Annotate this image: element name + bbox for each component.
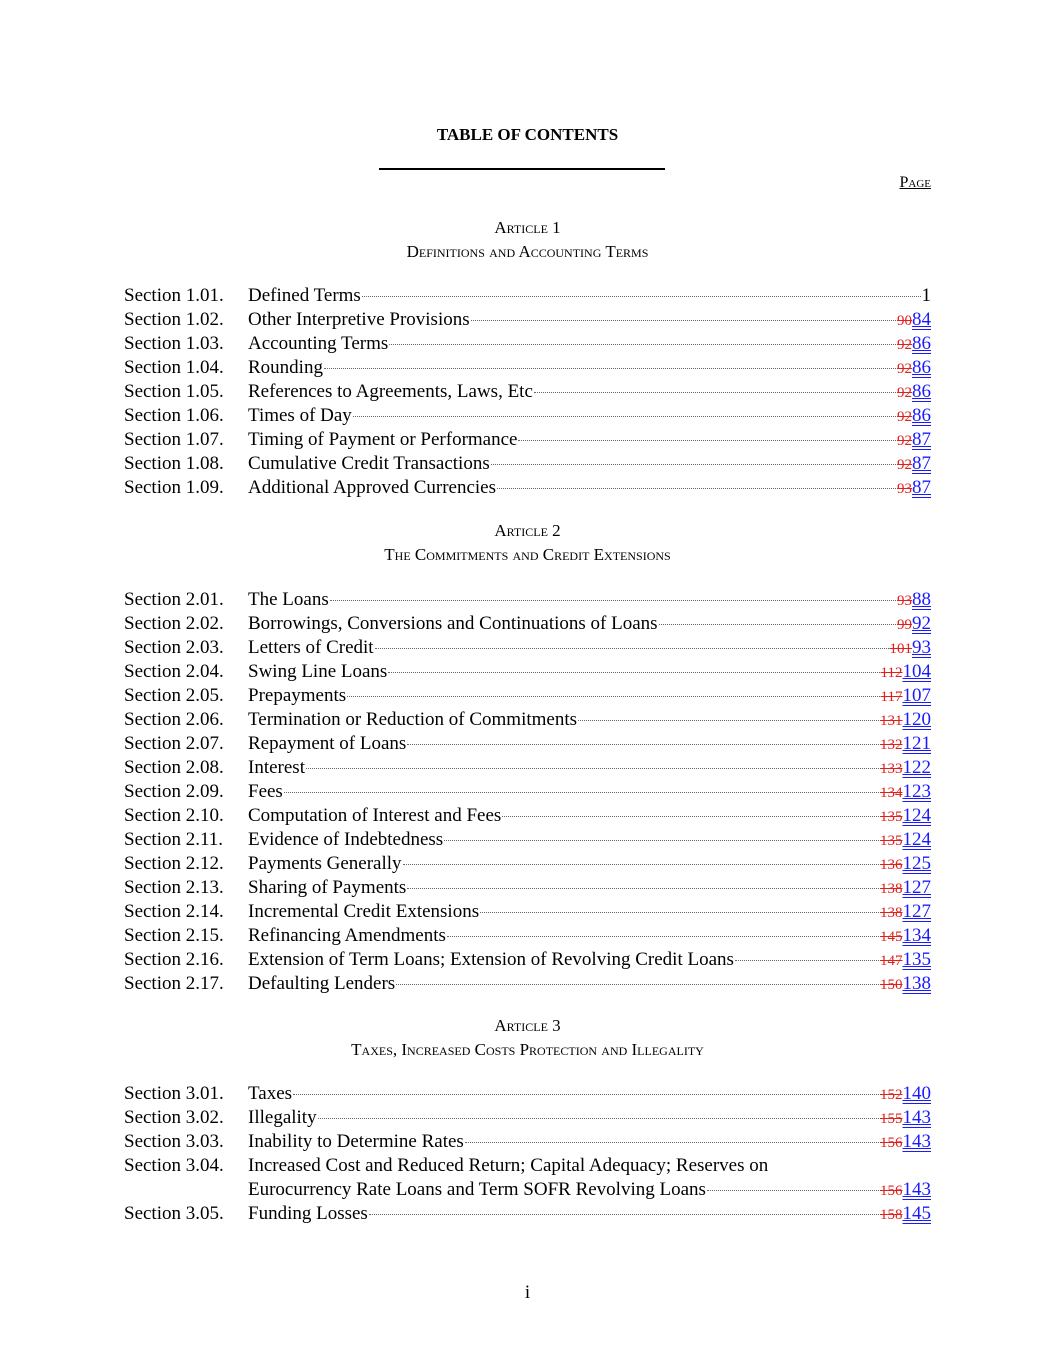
section-title: References to Agreements, Laws, Etc — [248, 381, 533, 402]
page-reference — [880, 876, 931, 901]
toc-entry[interactable] — [124, 404, 931, 428]
page-reference — [880, 948, 931, 973]
inserted-page-number[interactable]: 86 — [912, 333, 931, 354]
section-number: Section 2.14. — [124, 901, 224, 922]
inserted-page-number[interactable]: 124 — [902, 829, 931, 850]
page-reference — [897, 476, 931, 501]
inserted-page-number[interactable]: 87 — [912, 453, 931, 474]
deleted-page-number: 136 — [880, 857, 903, 873]
deleted-page-number: 152 — [880, 1087, 903, 1103]
page-reference — [897, 612, 931, 637]
inserted-page-number[interactable]: 104 — [902, 661, 931, 682]
dot-leader — [465, 1142, 879, 1143]
section-number: Section 1.05. — [124, 381, 224, 402]
inserted-page-number[interactable]: 143 — [902, 1131, 931, 1152]
section-title: Illegality — [248, 1107, 317, 1128]
toc-entry[interactable] — [124, 284, 931, 308]
dot-leader — [369, 1214, 879, 1215]
section-title: Defaulting Lenders — [248, 973, 396, 994]
dot-leader — [403, 864, 879, 865]
inserted-page-number[interactable]: 107 — [902, 685, 931, 706]
page-reference — [880, 804, 931, 829]
toc-entry[interactable] — [124, 708, 931, 732]
section-title: Rounding — [248, 357, 323, 378]
section-title: The Loans — [248, 589, 329, 610]
toc-entry[interactable] — [124, 356, 931, 380]
dot-leader — [407, 744, 879, 745]
section-title: Incremental Credit Extensions — [248, 901, 480, 922]
dot-leader — [707, 1190, 879, 1191]
dot-leader — [659, 624, 896, 625]
article-subtitle: Taxes, Increased Costs Protection and Illegality — [351, 1040, 704, 1059]
page-reference — [880, 1202, 931, 1227]
section-number: Section 2.02. — [124, 613, 224, 634]
article-label: Article 3 — [494, 1016, 561, 1035]
section-title: Evidence of Indebtedness — [248, 829, 444, 850]
article-subtitle: Definitions and Accounting Terms — [406, 242, 649, 261]
dot-leader — [389, 344, 896, 345]
page-reference — [897, 308, 931, 333]
page-reference — [880, 852, 931, 877]
page-reference — [880, 708, 931, 733]
section-title: Interest — [248, 757, 305, 778]
section-number: Section 3.02. — [124, 1107, 224, 1128]
inserted-page-number[interactable]: 88 — [912, 589, 931, 610]
toc-entry[interactable] — [124, 476, 931, 500]
section-title: Other Interpretive Provisions — [248, 309, 470, 330]
deleted-page-number: 92 — [897, 409, 912, 425]
deleted-page-number: 93 — [897, 593, 912, 609]
section-number: Section 1.04. — [124, 357, 224, 378]
section-number: Section 2.06. — [124, 709, 224, 730]
inserted-page-number[interactable]: 140 — [902, 1083, 931, 1104]
deleted-page-number: 131 — [880, 713, 903, 729]
section-title: Payments Generally — [248, 853, 402, 874]
section-number: Section 2.03. — [124, 637, 224, 658]
toc-entry[interactable] — [124, 780, 931, 804]
section-number: Section 2.09. — [124, 781, 224, 802]
section-title: Prepayments — [248, 685, 347, 706]
section-title: Repayment of Loans — [248, 733, 407, 754]
page-reference — [897, 452, 931, 477]
section-number: Section 1.03. — [124, 333, 224, 354]
dot-leader — [407, 888, 879, 889]
section-title: Timing of Payment or Performance — [248, 429, 518, 450]
toc-entry[interactable] — [124, 428, 931, 452]
section-number: Section 3.01. — [124, 1083, 224, 1104]
inserted-page-number[interactable]: 134 — [902, 925, 931, 946]
toc-entry[interactable] — [124, 924, 931, 948]
inserted-page-number[interactable]: 143 — [902, 1179, 931, 1200]
page-reference — [880, 1082, 931, 1107]
article-label: Article 1 — [494, 218, 561, 237]
section-number: Section 2.04. — [124, 661, 224, 682]
page-reference — [897, 404, 931, 429]
section-title: Times of Day — [248, 405, 352, 426]
section-title: Taxes — [248, 1083, 293, 1104]
section-number: Section 2.10. — [124, 805, 224, 826]
section-number: Section 2.07. — [124, 733, 224, 754]
inserted-page-number[interactable]: 123 — [902, 781, 931, 802]
section-number: Section 2.11. — [124, 829, 224, 850]
deleted-page-number: 92 — [897, 361, 912, 377]
dot-leader — [447, 936, 879, 937]
toc-entry[interactable] — [124, 636, 931, 660]
page-reference — [890, 636, 932, 661]
deleted-page-number: 150 — [880, 977, 903, 993]
section-number: Section 2.15. — [124, 925, 224, 946]
deleted-page-number: 155 — [880, 1111, 903, 1127]
section-title: Refinancing Amendments — [248, 925, 446, 946]
dot-leader — [491, 464, 896, 465]
dot-leader — [347, 696, 879, 697]
article-2-entries — [124, 588, 931, 996]
article-label: Article 2 — [494, 521, 561, 540]
deleted-page-number: 99 — [897, 617, 912, 633]
page-reference — [880, 1130, 931, 1155]
toc-entry[interactable] — [124, 1082, 931, 1106]
dot-leader — [353, 416, 896, 417]
deleted-page-number: 147 — [880, 953, 903, 969]
page-reference — [880, 1178, 931, 1203]
dot-leader — [284, 792, 879, 793]
dot-leader — [471, 320, 896, 321]
page-reference — [880, 828, 931, 853]
deleted-page-number: 92 — [897, 385, 912, 401]
dot-leader — [502, 816, 879, 817]
deleted-page-number: 117 — [880, 689, 903, 705]
inserted-page-number[interactable]: 138 — [902, 973, 931, 994]
deleted-page-number: 158 — [880, 1207, 903, 1223]
toc-entry[interactable] — [124, 972, 931, 996]
page-number[interactable]: 1 — [921, 285, 931, 306]
inserted-page-number[interactable]: 86 — [912, 405, 931, 426]
section-title: Cumulative Credit Transactions — [248, 453, 490, 474]
dot-leader — [497, 488, 896, 489]
section-number: Section 2.05. — [124, 685, 224, 706]
deleted-page-number: 132 — [880, 737, 903, 753]
deleted-page-number: 135 — [880, 809, 903, 825]
toc-entry[interactable] — [124, 380, 931, 404]
deleted-page-number: 93 — [897, 481, 912, 497]
deleted-page-number: 92 — [897, 433, 912, 449]
section-number: Section 2.16. — [124, 949, 224, 970]
inserted-page-number[interactable]: 124 — [902, 805, 931, 826]
dot-leader — [396, 984, 879, 985]
section-number: Section 1.08. — [124, 453, 224, 474]
toc-entry[interactable] — [124, 732, 931, 756]
deleted-page-number: 156 — [880, 1135, 903, 1151]
deleted-page-number: 145 — [880, 929, 903, 945]
toc-entry[interactable] — [124, 684, 931, 708]
section-title: Termination or Reduction of Commitments — [248, 709, 578, 730]
inserted-page-number[interactable]: 86 — [912, 381, 931, 402]
section-number: Section 1.06. — [124, 405, 224, 426]
toc-entry[interactable] — [124, 948, 931, 972]
section-title: Accounting Terms — [248, 333, 389, 354]
page-reference — [897, 380, 931, 405]
section-number: Section 3.05. — [124, 1203, 224, 1224]
inserted-page-number[interactable]: 127 — [902, 901, 931, 922]
inserted-page-number[interactable]: 125 — [902, 853, 931, 874]
deleted-page-number: 101 — [889, 641, 912, 657]
section-title: Fees — [248, 781, 283, 802]
dot-leader — [318, 1118, 879, 1119]
section-title-continued: Eurocurrency Rate Loans and Term SOFR Revolving Loans — [248, 1179, 706, 1200]
page-reference — [881, 684, 931, 709]
section-title: Borrowings, Conversions and Continuations of Loans — [248, 613, 658, 634]
toc-entry[interactable] — [124, 756, 931, 780]
inserted-page-number[interactable]: 87 — [912, 477, 931, 498]
section-title: Inability to Determine Rates — [248, 1131, 464, 1152]
page-reference — [880, 900, 931, 925]
section-number: Section 1.09. — [124, 477, 224, 498]
page-reference — [880, 972, 931, 997]
page-reference — [880, 1106, 931, 1131]
inserted-page-number[interactable]: 84 — [912, 309, 931, 330]
section-title: Computation of Interest and Fees — [248, 805, 502, 826]
section-number: Section 1.02. — [124, 309, 224, 330]
section-number: Section 2.17. — [124, 973, 224, 994]
dot-leader — [480, 912, 879, 913]
inserted-page-number[interactable]: 92 — [912, 613, 931, 634]
inserted-page-number[interactable]: 122 — [902, 757, 931, 778]
dot-leader — [388, 672, 879, 673]
page-reference — [880, 756, 931, 781]
inserted-page-number[interactable]: 86 — [912, 357, 931, 378]
section-number: Section 2.13. — [124, 877, 224, 898]
dot-leader — [444, 840, 879, 841]
inserted-page-number[interactable]: 127 — [902, 877, 931, 898]
toc-entry[interactable] — [124, 660, 931, 684]
page-reference — [880, 732, 931, 757]
toc-entry[interactable] — [124, 308, 931, 332]
inserted-page-number[interactable]: 87 — [912, 429, 931, 450]
deleted-page-number: 133 — [880, 761, 903, 777]
dot-leader — [293, 1094, 879, 1095]
dot-leader — [362, 296, 921, 297]
deleted-page-number: 138 — [880, 905, 903, 921]
article-3-entries — [124, 1082, 931, 1226]
toc-entry[interactable] — [124, 852, 931, 876]
page-reference — [897, 588, 931, 613]
toc-entry[interactable] — [124, 1106, 931, 1130]
deleted-page-number: 92 — [897, 337, 912, 353]
inserted-page-number[interactable]: 143 — [902, 1107, 931, 1128]
deleted-page-number: 138 — [880, 881, 903, 897]
section-title: Letters of Credit — [248, 637, 374, 658]
toc-entry[interactable] — [124, 828, 931, 852]
section-title: Sharing of Payments — [248, 877, 407, 898]
deleted-page-number: 134 — [880, 785, 903, 801]
page-reference — [880, 780, 931, 805]
section-number: Section 1.01. — [124, 285, 224, 306]
toc-entry[interactable] — [124, 1154, 931, 1202]
dot-leader — [330, 600, 896, 601]
dot-leader — [735, 960, 879, 961]
section-number: Section 2.12. — [124, 853, 224, 874]
article-1-heading — [0, 216, 1055, 264]
dot-leader — [578, 720, 879, 721]
section-number: Section 2.01. — [124, 589, 224, 610]
page-reference — [897, 356, 931, 381]
footer-page-number: i — [524, 1282, 531, 1303]
inserted-page-number[interactable]: 120 — [902, 709, 931, 730]
deleted-page-number: 112 — [880, 665, 903, 681]
dot-leader — [534, 392, 896, 393]
article-3-heading — [0, 1014, 1055, 1062]
inserted-page-number[interactable]: 145 — [902, 1203, 931, 1224]
toc-entry[interactable] — [124, 900, 931, 924]
article-2-heading — [0, 519, 1055, 567]
page-reference — [897, 332, 931, 357]
dot-leader — [518, 440, 896, 441]
page-reference — [881, 660, 931, 685]
section-title: Additional Approved Currencies — [248, 477, 497, 498]
deleted-page-number: 156 — [880, 1183, 903, 1199]
dot-leader — [375, 648, 889, 649]
toc-entry[interactable] — [124, 1130, 931, 1154]
dot-leader — [306, 768, 879, 769]
toc-entry[interactable] — [124, 588, 931, 612]
toc-entry[interactable] — [124, 1202, 931, 1226]
toc-entry[interactable] — [124, 876, 931, 900]
toc-entry[interactable] — [124, 452, 931, 476]
section-title: Increased Cost and Reduced Return; Capital Adequacy; Reserves on — [248, 1155, 769, 1176]
section-number: Section 2.08. — [124, 757, 224, 778]
page-column-label: Page — [899, 174, 931, 191]
article-1-entries — [124, 284, 931, 500]
toc-entry[interactable] — [124, 332, 931, 356]
toc-entry[interactable] — [124, 612, 931, 636]
article-subtitle: The Commitments and Credit Extensions — [384, 545, 671, 564]
section-title: Defined Terms — [248, 285, 361, 306]
inserted-page-number[interactable]: 93 — [912, 637, 931, 658]
section-number: Section 3.04. — [124, 1155, 224, 1176]
page-reference — [922, 284, 932, 308]
section-title: Extension of Term Loans; Extension of Revolving Credit Loans — [248, 949, 734, 970]
section-title: Funding Losses — [248, 1203, 368, 1224]
inserted-page-number[interactable]: 135 — [902, 949, 931, 970]
deleted-page-number: 90 — [897, 313, 912, 329]
section-number: Section 3.03. — [124, 1131, 224, 1152]
section-number: Section 1.07. — [124, 429, 224, 450]
section-title: Swing Line Loans — [248, 661, 388, 682]
page-reference — [897, 428, 931, 453]
dot-leader — [324, 368, 896, 369]
page-reference — [880, 924, 931, 949]
deleted-page-number: 92 — [897, 457, 912, 473]
title-rule — [379, 168, 665, 170]
toc-title: TABLE OF CONTENTS — [436, 125, 619, 144]
toc-entry[interactable] — [124, 804, 931, 828]
inserted-page-number[interactable]: 121 — [902, 733, 931, 754]
deleted-page-number: 135 — [880, 833, 903, 849]
